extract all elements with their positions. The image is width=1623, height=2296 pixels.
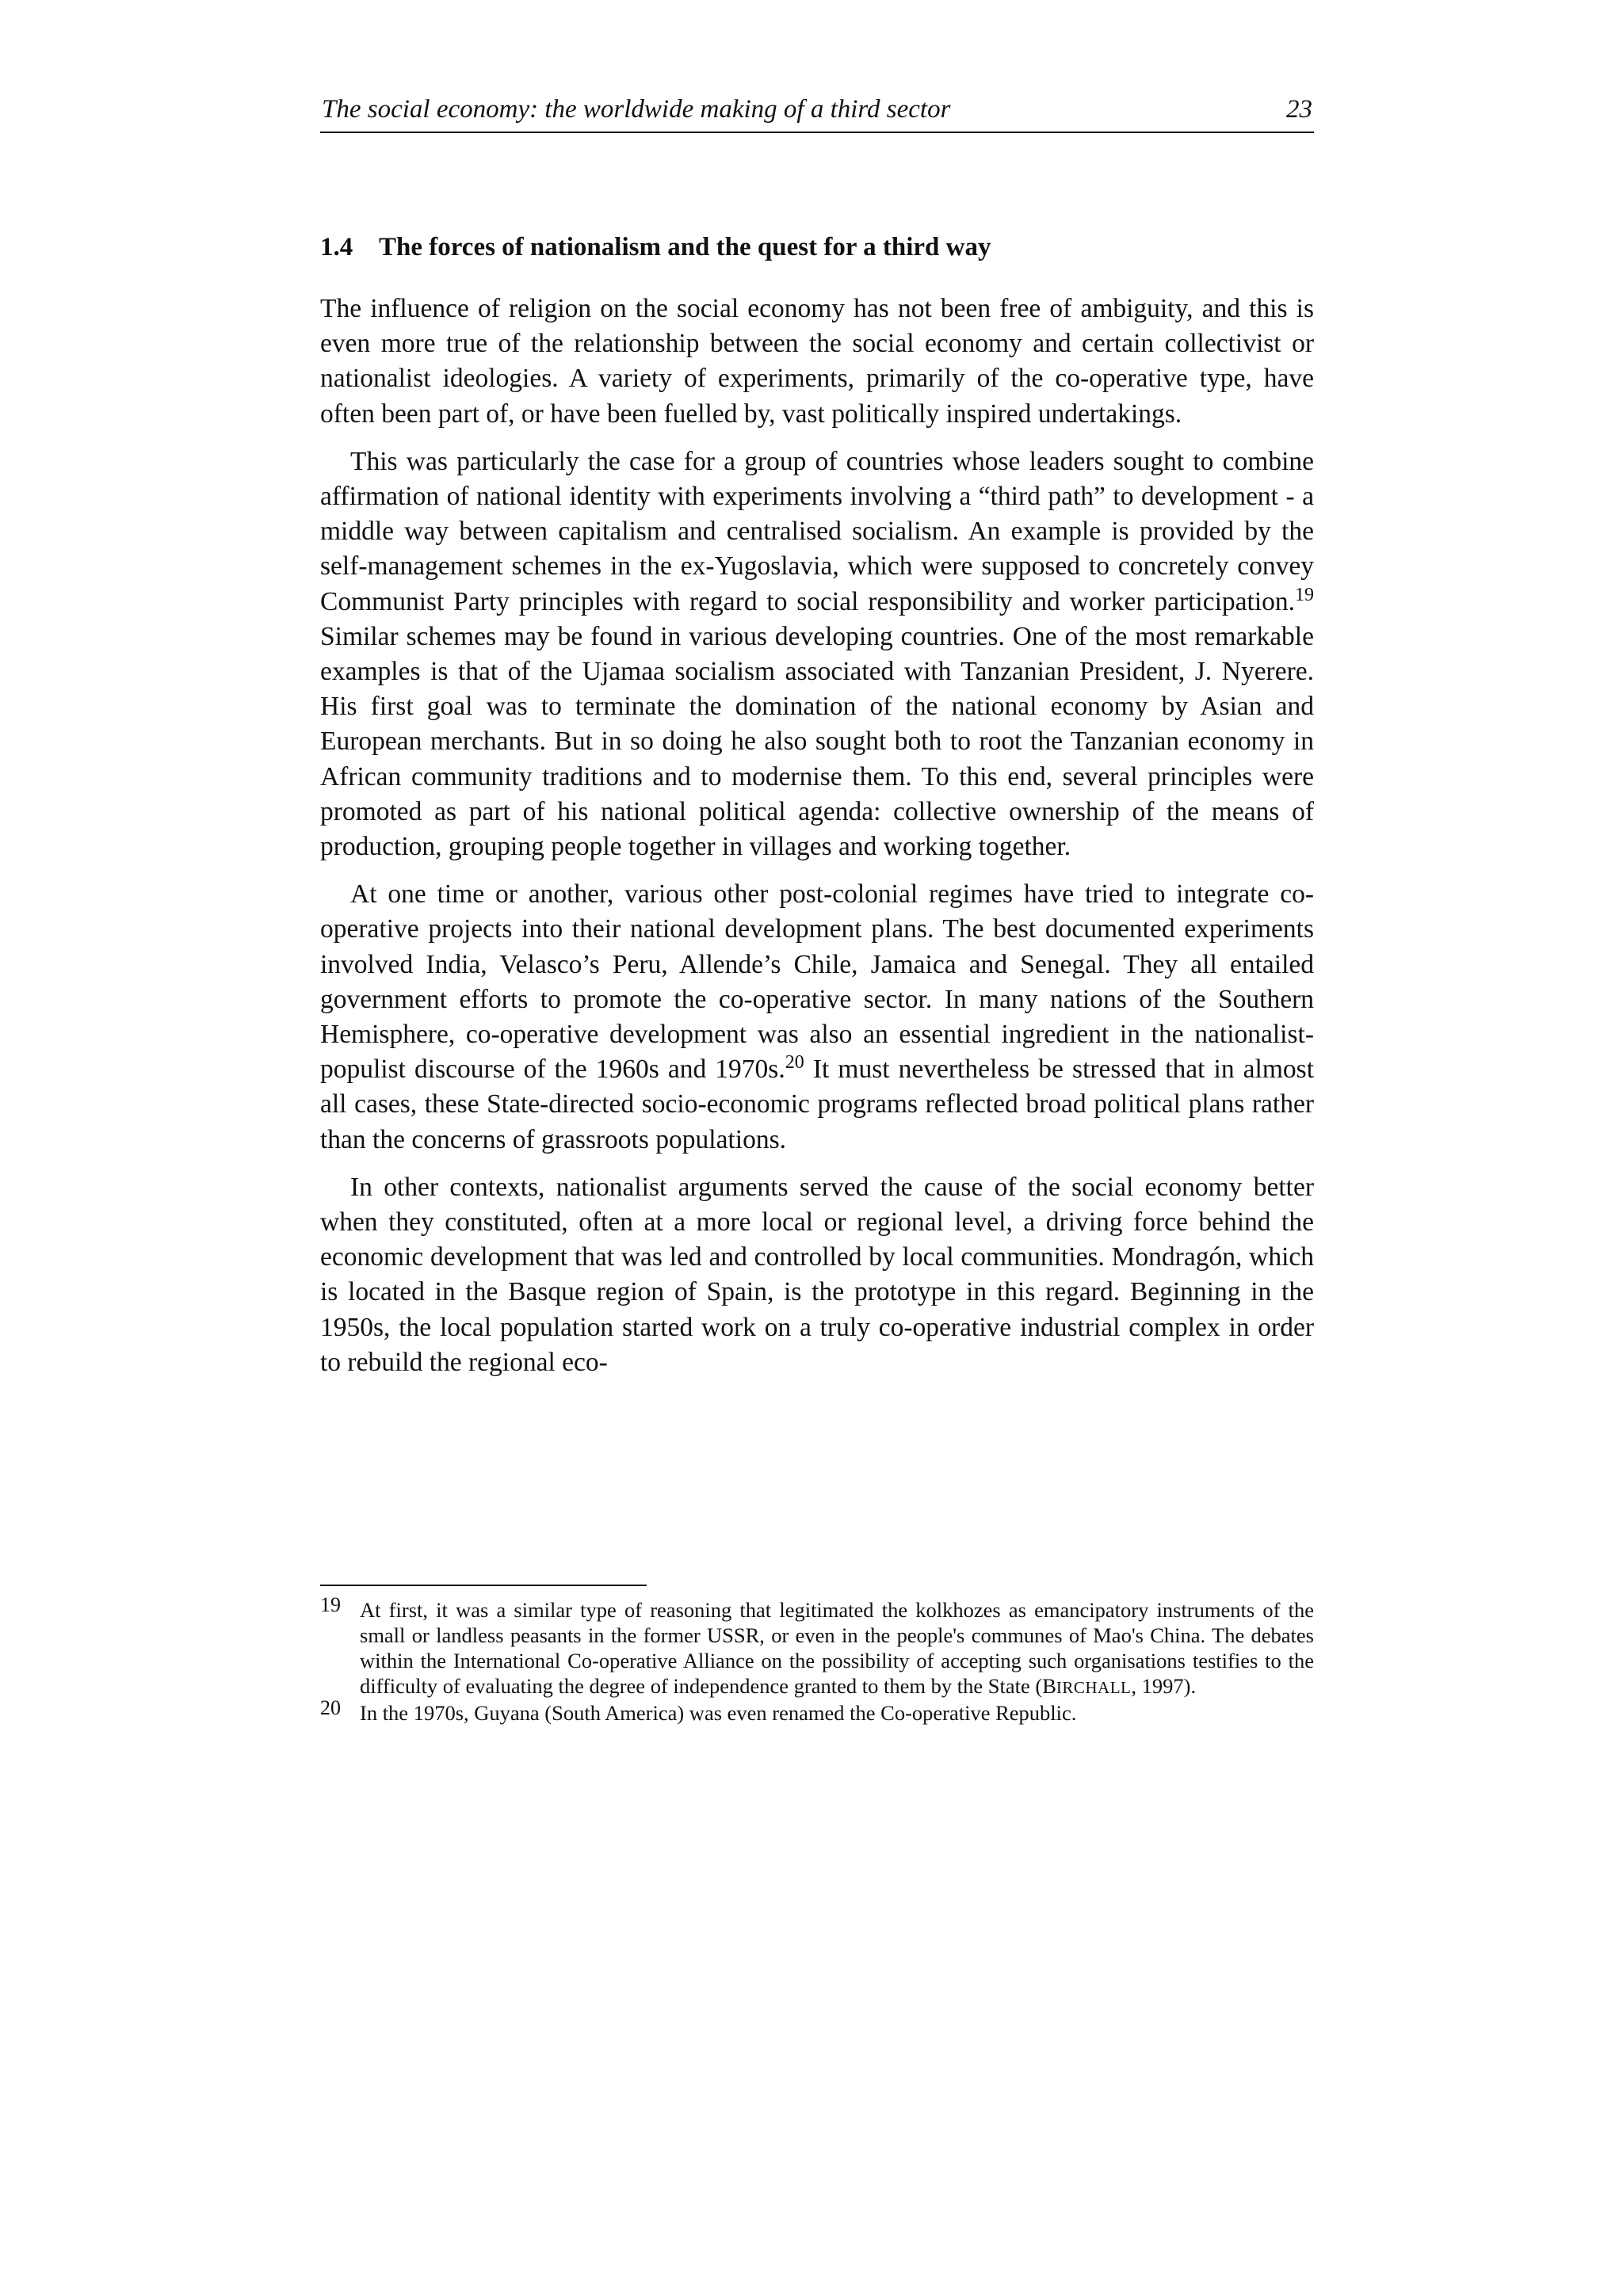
footnotes (320, 1593, 1314, 1726)
section-title: The forces of nationalism and the quest for a third way (379, 233, 991, 261)
page-number: 23 (1286, 95, 1312, 124)
footnote-19-text-b: , 1997). (1131, 1674, 1197, 1698)
footnote-divider (320, 1585, 647, 1586)
paragraph-3 (320, 877, 1314, 1158)
citation-initial: B (1042, 1674, 1056, 1698)
body-text (320, 292, 1314, 1393)
footnote-19-mark: 19 (320, 1593, 341, 1616)
paragraph-1: The influence of religion on the social economy has not been free of ambiguity, and this is even more true of the relationship between the social economy and certain collectivist or nationalist ideologies. A variety of experiments, primarily of the co-operative type, have often been part of, or have been fuelled by, vast politically inspired undertakings. (320, 294, 1314, 429)
footnote-20-text: In the 1970s, Guyana (South America) was even renamed the Co-operative Republic. (360, 1701, 1077, 1725)
paragraph-3-text-b: It must nevertheless be stressed that in almost all cases, these State-directed socio-economic programs reflected broad political plans rather than the concerns of grassroots populations. (320, 1055, 1315, 1154)
paragraph-2-text-b: Similar schemes may be found in various developing countries. One of the most remarkable examples is that of the Ujamaa socialism associated with Tanzanian President, J. Nyerere. His first goal was to terminate the domination of the national economy by Asian and European merchants. But in so doing he also sought both to root the Tanzanian economy in African community traditions and to modernise them. To this end, several principles were promoted as part of his national political agenda: collective ownership of the means of production, grouping people together in villages and working together. (320, 621, 1314, 862)
section-number: 1.4 (320, 233, 353, 261)
footnote-20-mark: 20 (320, 1696, 341, 1719)
running-title: The social economy: the worldwide making of a third sector (322, 95, 951, 124)
footnote-19-text-a: At first, it was a similar type of reasoning that legitimated the kolkhozes as emancipatory instruments of the small or landless peasants in the former USSR, or even in the people's communes of Mao's China. The debates within the International Co-operative Alliance on the possibility of accepting such organisations testifies to the difficulty of evaluating the degree of independence granted to them by the State ( (360, 1598, 1314, 1698)
paragraph-4: In other contexts, nationalist arguments served the cause of the social economy better when they constituted, often at a more local or regional level, a driving force behind the economic development that was led and controlled by local communities. Mondragón, which is located in the Basque region of Spain, is the prototype in this regard. Beginning in the 1950s, the local population started work on a truly co-operative industrial complex in order to rebuild the regional eco- (320, 1172, 1314, 1377)
paragraph-2-text-a: This was particularly the case for a group of countries whose leaders sought to combine affirmation of national identity with experiments involving a “third path” to development - a middle way between capitalism and centralised socialism. An example is provided by the self-management schemes in the ex-Yugoslavia, which were supposed to concretely convey Communist Party principles with regard to social responsibility and worker participation. (320, 446, 1314, 616)
footnote-ref-19[interactable]: 19 (1295, 584, 1314, 605)
footnote-19 (320, 1593, 1314, 1700)
footnote-20 (320, 1696, 1314, 1726)
paragraph-2 (320, 444, 1314, 864)
footnote-ref-20[interactable]: 20 (785, 1052, 804, 1074)
paragraph-3-text-a: At one time or another, various other post-colonial regimes have tried to integrate co-operative projects into their national development plans. The best documented experiments involved India, Velasco’s Peru, Allende’s Chile, Jamaica and Senegal. They all entailed government efforts to promote the co-operative sector. In many nations of the Southern Hemisphere, co-operative development was also an essential ingredient in the nationalist-populist discourse of the 1960s and 1970s. (320, 879, 1314, 1085)
citation-author: IRCHALL (1056, 1678, 1132, 1697)
running-header (320, 86, 1314, 133)
section-heading (320, 230, 1314, 265)
